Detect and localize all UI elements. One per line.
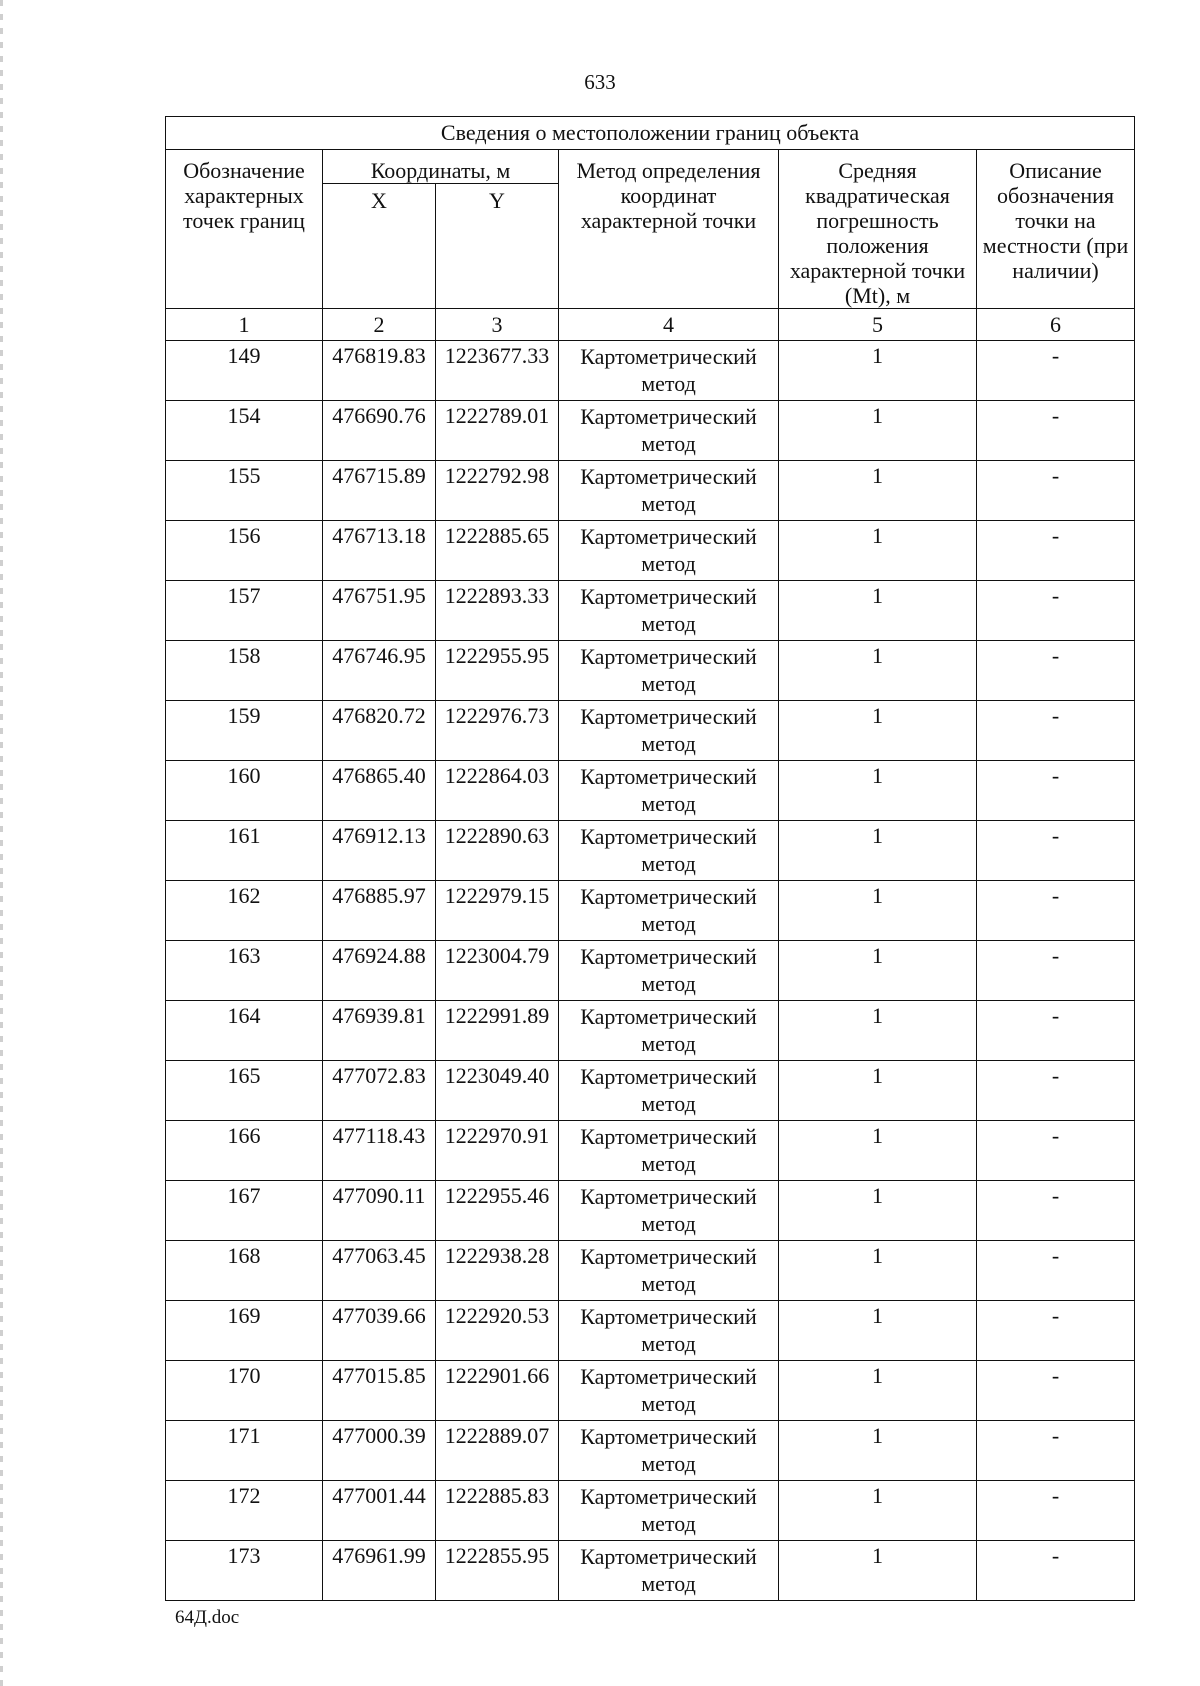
cell-point: 155 xyxy=(166,461,323,521)
cell-y: 1222889.07 xyxy=(436,1421,559,1481)
cell-y: 1222855.95 xyxy=(436,1541,559,1601)
column-number: 5 xyxy=(779,309,977,341)
cell-accuracy: 1 xyxy=(779,1481,977,1541)
cell-description: - xyxy=(977,1241,1135,1301)
header-row-main xyxy=(166,150,1135,184)
cell-x: 477039.66 xyxy=(323,1301,436,1361)
table-row xyxy=(166,1541,1135,1601)
page-number: 633 xyxy=(584,70,616,94)
cell-y: 1222991.89 xyxy=(436,1001,559,1061)
cell-y: 1222955.95 xyxy=(436,641,559,701)
table-row xyxy=(166,461,1135,521)
cell-y: 1223049.40 xyxy=(436,1061,559,1121)
cell-accuracy: 1 xyxy=(779,1001,977,1061)
cell-method: Картометрический метод xyxy=(559,341,779,401)
table-body xyxy=(166,341,1135,1601)
cell-method: Картометрический метод xyxy=(559,1241,779,1301)
cell-y: 1222885.83 xyxy=(436,1481,559,1541)
cell-y: 1222979.15 xyxy=(436,881,559,941)
cell-x: 476885.97 xyxy=(323,881,436,941)
header-accuracy: Средняя квадратическая погрешность положения характерной точки (Mt), м xyxy=(779,150,977,309)
cell-description: - xyxy=(977,1181,1135,1241)
cell-description: - xyxy=(977,881,1135,941)
cell-accuracy: 1 xyxy=(779,1301,977,1361)
column-number: 1 xyxy=(166,309,323,341)
cell-method: Картометрический метод xyxy=(559,521,779,581)
cell-method: Картометрический метод xyxy=(559,761,779,821)
table-row xyxy=(166,1361,1135,1421)
cell-point: 162 xyxy=(166,881,323,941)
table-row xyxy=(166,1121,1135,1181)
cell-point: 171 xyxy=(166,1421,323,1481)
cell-point: 166 xyxy=(166,1121,323,1181)
cell-x: 476865.40 xyxy=(323,761,436,821)
cell-accuracy: 1 xyxy=(779,1121,977,1181)
cell-accuracy: 1 xyxy=(779,401,977,461)
cell-description: - xyxy=(977,461,1135,521)
cell-description: - xyxy=(977,1121,1135,1181)
column-number: 4 xyxy=(559,309,779,341)
cell-x: 477000.39 xyxy=(323,1421,436,1481)
cell-x: 476939.81 xyxy=(323,1001,436,1061)
cell-y: 1222976.73 xyxy=(436,701,559,761)
cell-accuracy: 1 xyxy=(779,341,977,401)
scan-edge xyxy=(0,0,3,1686)
table-row xyxy=(166,941,1135,1001)
cell-method: Картометрический метод xyxy=(559,581,779,641)
cell-y: 1222893.33 xyxy=(436,581,559,641)
cell-accuracy: 1 xyxy=(779,1181,977,1241)
cell-x: 476713.18 xyxy=(323,521,436,581)
cell-accuracy: 1 xyxy=(779,1361,977,1421)
table-row xyxy=(166,1061,1135,1121)
cell-description: - xyxy=(977,1361,1135,1421)
cell-point: 156 xyxy=(166,521,323,581)
header-coordinates: Координаты, м xyxy=(323,150,559,184)
cell-accuracy: 1 xyxy=(779,761,977,821)
table-row xyxy=(166,1481,1135,1541)
cell-description: - xyxy=(977,821,1135,881)
table-caption-text: Сведения о местоположении границ объекта xyxy=(440,120,860,145)
cell-description: - xyxy=(977,401,1135,461)
cell-x: 476961.99 xyxy=(323,1541,436,1601)
cell-accuracy: 1 xyxy=(779,641,977,701)
header-y: Y xyxy=(436,184,559,309)
cell-x: 477001.44 xyxy=(323,1481,436,1541)
cell-method: Картометрический метод xyxy=(559,821,779,881)
cell-accuracy: 1 xyxy=(779,581,977,641)
cell-y: 1222901.66 xyxy=(436,1361,559,1421)
cell-method: Картометрический метод xyxy=(559,1361,779,1421)
cell-x: 477072.83 xyxy=(323,1061,436,1121)
cell-description: - xyxy=(977,761,1135,821)
table-row xyxy=(166,1301,1135,1361)
cell-y: 1222938.28 xyxy=(436,1241,559,1301)
cell-accuracy: 1 xyxy=(779,521,977,581)
header-method: Метод определения координат характерной точки xyxy=(559,150,779,309)
cell-x: 477090.11 xyxy=(323,1181,436,1241)
cell-method: Картометрический метод xyxy=(559,401,779,461)
cell-point: 160 xyxy=(166,761,323,821)
cell-method: Картометрический метод xyxy=(559,1481,779,1541)
cell-y: 1222920.53 xyxy=(436,1301,559,1361)
cell-method: Картометрический метод xyxy=(559,1121,779,1181)
header-point-designation: Обозначение характерных точек границ xyxy=(166,150,323,309)
cell-y: 1222792.98 xyxy=(436,461,559,521)
cell-y: 1222970.91 xyxy=(436,1121,559,1181)
cell-accuracy: 1 xyxy=(779,701,977,761)
cell-accuracy: 1 xyxy=(779,941,977,1001)
table-row xyxy=(166,761,1135,821)
cell-method: Картометрический метод xyxy=(559,1301,779,1361)
header-x: X xyxy=(323,184,436,309)
cell-method: Картометрический метод xyxy=(559,461,779,521)
table-row xyxy=(166,821,1135,881)
cell-description: - xyxy=(977,521,1135,581)
cell-method: Картометрический метод xyxy=(559,1061,779,1121)
cell-accuracy: 1 xyxy=(779,1061,977,1121)
table-row xyxy=(166,401,1135,461)
cell-point: 149 xyxy=(166,341,323,401)
table-row xyxy=(166,1421,1135,1481)
cell-point: 164 xyxy=(166,1001,323,1061)
cell-x: 476924.88 xyxy=(323,941,436,1001)
cell-y: 1222955.46 xyxy=(436,1181,559,1241)
table-row xyxy=(166,1001,1135,1061)
cell-method: Картометрический метод xyxy=(559,701,779,761)
cell-description: - xyxy=(977,1001,1135,1061)
cell-point: 163 xyxy=(166,941,323,1001)
cell-point: 168 xyxy=(166,1241,323,1301)
table-row xyxy=(166,521,1135,581)
cell-description: - xyxy=(977,941,1135,1001)
cell-accuracy: 1 xyxy=(779,1421,977,1481)
column-number: 2 xyxy=(323,309,436,341)
header-description: Описание обозначения точки на местности (при наличии) xyxy=(977,150,1135,309)
table-row xyxy=(166,1241,1135,1301)
caption-row xyxy=(166,117,1135,150)
column-number: 6 xyxy=(977,309,1135,341)
cell-point: 158 xyxy=(166,641,323,701)
table-caption xyxy=(166,117,1135,150)
cell-description: - xyxy=(977,641,1135,701)
footer-file-name: 64Д.doc xyxy=(175,1607,240,1628)
cell-description: - xyxy=(977,1421,1135,1481)
cell-point: 159 xyxy=(166,701,323,761)
table-row xyxy=(166,701,1135,761)
table-row xyxy=(166,341,1135,401)
cell-description: - xyxy=(977,701,1135,761)
cell-x: 476751.95 xyxy=(323,581,436,641)
cell-x: 477015.85 xyxy=(323,1361,436,1421)
table-row xyxy=(166,641,1135,701)
cell-method: Картометрический метод xyxy=(559,641,779,701)
cell-point: 170 xyxy=(166,1361,323,1421)
cell-description: - xyxy=(977,341,1135,401)
cell-method: Картометрический метод xyxy=(559,1541,779,1601)
cell-description: - xyxy=(977,1301,1135,1361)
cell-method: Картометрический метод xyxy=(559,1181,779,1241)
cell-method: Картометрический метод xyxy=(559,941,779,1001)
cell-method: Картометрический метод xyxy=(559,1001,779,1061)
cell-x: 476819.83 xyxy=(323,341,436,401)
cell-description: - xyxy=(977,581,1135,641)
cell-point: 154 xyxy=(166,401,323,461)
column-numbers-row xyxy=(166,309,1135,341)
cell-y: 1222890.63 xyxy=(436,821,559,881)
cell-point: 167 xyxy=(166,1181,323,1241)
cell-description: - xyxy=(977,1481,1135,1541)
cell-point: 165 xyxy=(166,1061,323,1121)
cell-accuracy: 1 xyxy=(779,461,977,521)
cell-x: 477118.43 xyxy=(323,1121,436,1181)
cell-method: Картометрический метод xyxy=(559,881,779,941)
boundary-table xyxy=(165,116,1135,1601)
table-row xyxy=(166,581,1135,641)
cell-x: 476912.13 xyxy=(323,821,436,881)
cell-accuracy: 1 xyxy=(779,1541,977,1601)
cell-y: 1222864.03 xyxy=(436,761,559,821)
cell-accuracy: 1 xyxy=(779,1241,977,1301)
cell-point: 157 xyxy=(166,581,323,641)
cell-y: 1222789.01 xyxy=(436,401,559,461)
cell-x: 476715.89 xyxy=(323,461,436,521)
table-row xyxy=(166,881,1135,941)
cell-x: 477063.45 xyxy=(323,1241,436,1301)
cell-method: Картометрический метод xyxy=(559,1421,779,1481)
column-number: 3 xyxy=(436,309,559,341)
cell-x: 476690.76 xyxy=(323,401,436,461)
cell-x: 476746.95 xyxy=(323,641,436,701)
cell-point: 172 xyxy=(166,1481,323,1541)
cell-point: 173 xyxy=(166,1541,323,1601)
cell-y: 1223677.33 xyxy=(436,341,559,401)
cell-y: 1223004.79 xyxy=(436,941,559,1001)
cell-y: 1222885.65 xyxy=(436,521,559,581)
cell-x: 476820.72 xyxy=(323,701,436,761)
cell-point: 169 xyxy=(166,1301,323,1361)
table-row xyxy=(166,1181,1135,1241)
cell-accuracy: 1 xyxy=(779,821,977,881)
cell-accuracy: 1 xyxy=(779,881,977,941)
cell-description: - xyxy=(977,1061,1135,1121)
cell-point: 161 xyxy=(166,821,323,881)
table-header xyxy=(166,117,1135,341)
cell-description: - xyxy=(977,1541,1135,1601)
